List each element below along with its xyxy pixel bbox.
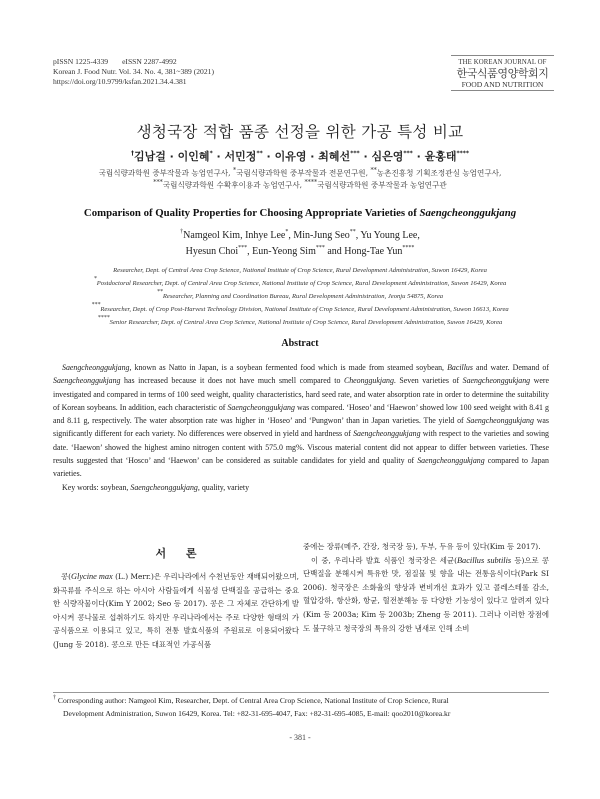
italic-term: Bacillus — [447, 363, 473, 372]
italic-term: Bacillus subtilis — [456, 555, 512, 565]
italic-term: Saengcheonggukjang — [462, 376, 531, 386]
affiliation-korean-line1 — [0, 167, 600, 179]
affiliation-english — [0, 266, 600, 274]
footnote-text: Corresponding author: Namgeol Kim, Researcher, Dept. of Central Area Crop Science, National Institute of Crop Science, Rural — [57, 696, 449, 705]
body-paragraph: 중에는 장류(메주, 간장, 청국장 등), 두부, 두유 등이 있다(Kim 등 2017). — [303, 542, 541, 551]
aff-text: Postdoctoral Researcher, Dept. of Central Area Crop Science, National Institute of Crop Science, Rural Development Administration, Suwon 16429, Korea — [96, 280, 507, 287]
abstract-text: and water. Demand of — [472, 363, 549, 372]
aff-ko-text: 국립식량과학원 중부작물과 전문연구원, — [236, 168, 371, 178]
aff-text: Researcher, Planning and Coordination Bureau, Rural Development Administration, Jeonju 54875, Korea — [162, 293, 444, 300]
author-name: Inhye Lee — [245, 230, 286, 241]
author-name: , Yu Young Lee, — [355, 230, 420, 241]
body-text: 이 중, 우리나라 발효 식품인 청국장은 세균( — [311, 555, 457, 565]
italic-term: Saengcheonggukjang — [130, 482, 198, 492]
author-korean — [371, 150, 412, 163]
author-name: 김남걸 — [133, 150, 166, 163]
authors-korean — [0, 148, 600, 164]
affiliation-korean-line2 — [0, 179, 600, 191]
affiliation-mark: *** — [238, 245, 248, 251]
aff-ko-sup: *** — [153, 179, 163, 186]
affiliation-mark: ** — [256, 150, 263, 157]
journal-name-korean: 한국식품영양학회지 — [456, 67, 549, 80]
affiliation-english — [0, 289, 600, 300]
keywords — [53, 481, 549, 494]
dagger-mark: † — [53, 695, 56, 701]
author-separator: · — [212, 150, 225, 163]
affiliation-mark: *** — [350, 150, 360, 157]
author-separator: · — [359, 150, 372, 163]
aff-sup: * — [93, 276, 97, 282]
aff-ko-text: 농촌진흥청 기획조정관실 농업연구사, — [376, 168, 502, 178]
author-english — [356, 230, 420, 241]
author-separator: · — [262, 150, 275, 163]
abstract-heading: Abstract — [281, 338, 319, 349]
affiliation-mark: *** — [315, 245, 325, 251]
aff-ko-sup: ** — [370, 167, 377, 174]
section-heading-introduction: 서 론 — [155, 547, 205, 560]
author-name: 윤홍태 — [424, 150, 457, 163]
abstract-text: was significantly different for each variety. No differences were observed in yield and hardness of — [53, 416, 549, 439]
keywords-text: Key words: soybean, — [62, 482, 131, 492]
author-english — [325, 246, 415, 257]
italic-term: Glycine max — [71, 572, 113, 581]
keywords-text: , quality, variety — [197, 482, 250, 492]
author-name: 이인혜 — [177, 150, 210, 163]
body-paragraph — [303, 554, 549, 636]
affiliation-english — [0, 276, 600, 287]
issn-line — [53, 57, 214, 67]
affiliation-mark: **** — [456, 150, 470, 157]
authors-english-line1 — [0, 230, 600, 241]
corresponding-author-footnote — [53, 695, 549, 721]
author-english — [247, 246, 325, 257]
author-name: Hyesun Choi — [185, 246, 239, 257]
author-name: 이유영 — [274, 150, 307, 163]
author-english — [245, 230, 288, 241]
author-name: 최혜선 — [318, 150, 351, 163]
aff-sup: ** — [156, 289, 163, 295]
footnote-text: Development Administration, Suwon 16429, Korea. Tel: +82-31-695-4047, Fax: +82-31-695-4085, E-mail: qoo2010@korea.kr — [63, 708, 451, 718]
author-korean — [225, 150, 263, 163]
author-name: 심은영 — [371, 150, 404, 163]
authors-english-line2 — [0, 246, 600, 257]
abstract-text: with respect to the varieties and sowing date. ‘Haewon’ showed the highest amino nitrogen content with 575.0 mg%. Viscous material content did not appear to differ between varieties. These results suggested that ‘Hosco’ and ‘Haewon’ can be considered as suitable candidates for yield and quality of — [53, 429, 549, 466]
italic-term: Saengcheonggukjang — [62, 363, 130, 372]
title-korean: 생청국장 적합 품종 선정을 위한 가공 특성 비교 — [136, 123, 464, 141]
abstract-text: . Seven varieties of — [393, 376, 463, 386]
italic-term: Cheonggukjang — [343, 376, 394, 386]
italic-term: Saengcheonggukjang — [353, 429, 421, 439]
page-number: - 381 - — [289, 733, 311, 742]
body-column-left — [53, 540, 299, 652]
abstract-text: , known as Natto in Japan, is a soybean fermented food which is made from steamed soybean, — [129, 363, 448, 372]
abstract-text: was compared. ‘Hoseo’ and ‘Haewon’ showed low 100 seed weight with 8.41 g and 8.11 g, respectively. The water absorption rate was higher in ‘Hoseo’ and ‘Pungwon’ than in Japan varieties. The yield of — [53, 402, 549, 426]
affiliation-english — [0, 302, 600, 313]
title-english — [0, 207, 600, 219]
affiliation-mark: * — [209, 150, 213, 157]
author-english — [288, 230, 355, 241]
aff-ko-text: 국립식량과학원 중부작물과 농업연구사, — [98, 168, 233, 178]
author-name: and Hong-Tae Yun — [324, 246, 403, 257]
italic-term: Saengcheonggukjang — [417, 456, 485, 466]
affiliation-english — [0, 315, 600, 326]
author-english — [180, 230, 245, 241]
abstract-body — [53, 361, 549, 494]
title-english-italic: Saengcheonggukjang — [419, 207, 517, 219]
abstract-paragraph — [53, 361, 549, 481]
body-column-right — [303, 540, 549, 635]
author-separator: · — [306, 150, 319, 163]
aff-sup: **** — [97, 315, 110, 321]
author-korean — [425, 150, 469, 163]
author-name: 서민정 — [224, 150, 257, 163]
journal-name-line2: FOOD AND NUTRITION — [461, 80, 544, 89]
body-text: (L.) Merr.)은 우리나라에서 수천년동안 재배되어왔으며, 화곡류를 주식으로 하는 아시아 사람들에게 식물성 단백질을 공급하는 중요한 식량작물이다(Kim Y 2002; Seo 등 2017). 콩은 그 자체로 간단하게 발아시켜 콩나물로 섭취하기도 하지만 우리나라에서는 주로 다양한 형태의 가공식품으로 이용되고 있고, 특히 전통 발효식품의 주원료로 이용되어왔다(Jung 등 2018). 콩으로 만든 대표적인 가공식품 — [53, 572, 299, 649]
aff-text: Researcher, Dept. of Central Area Crop Science, National Institute of Crop Science, Rural Development Administration, Suwon 16429, Korea — [113, 267, 487, 274]
pissn: pISSN 1225-4339 — [53, 57, 109, 66]
citation-block — [53, 57, 214, 88]
journal-logo — [451, 55, 554, 91]
author-english — [186, 246, 248, 257]
aff-sup: *** — [91, 302, 101, 308]
author-korean — [318, 150, 359, 163]
aff-ko-sup: * — [232, 167, 237, 174]
author-separator: · — [412, 150, 425, 163]
dagger-mark: † — [180, 229, 184, 235]
abstract-text: compared to Japan varieties. — [53, 456, 550, 479]
affiliation-mark: *** — [403, 150, 413, 157]
author-name: , Eun-Yeong Sim — [247, 246, 316, 257]
eissn: eISSN 2287-4992 — [122, 57, 177, 66]
affiliation-mark: ** — [349, 229, 356, 235]
journal-name-line1: THE KOREAN JOURNAL OF — [458, 59, 547, 66]
affiliation-mark: * — [285, 229, 289, 235]
body-paragraph — [53, 570, 299, 652]
author-korean — [275, 150, 307, 163]
author-name: Namgeol Kim, — [183, 230, 246, 241]
italic-term: Saengcheonggukjang — [227, 402, 295, 412]
author-korean — [131, 150, 166, 163]
footnote-divider — [53, 692, 549, 693]
italic-term: Saengcheonggukjang — [466, 416, 534, 426]
aff-ko-text: 국립식량과학원 중부작물과 농업연구관 — [317, 180, 447, 190]
affiliation-mark: **** — [402, 245, 415, 251]
aff-text: Senior Researcher, Dept. of Central Area Crop Science, National Institute of Crop Science, Rural Development Administration, Suwon 16429, Korea — [109, 319, 503, 326]
abstract-text: has increased because it does not have much smell compared to — [120, 376, 344, 386]
author-korean — [178, 150, 213, 163]
aff-ko-sup: **** — [304, 179, 318, 186]
aff-ko-text: 국립식량과학원 수확후이용과 농업연구사, — [162, 180, 305, 190]
dagger-mark: † — [130, 150, 134, 157]
author-name: , Min-Jung Seo — [288, 230, 350, 241]
italic-term: Saengcheonggukjang — [53, 376, 121, 386]
title-english-main: Comparison of Quality Properties for Choosing Appropriate Varieties of — [83, 207, 420, 219]
author-separator: · — [165, 150, 178, 163]
abstract-text: were investigated and compared in terms of 100 seed weight, quality characteristics, hard seed rate, and water absorption rate in order to determine the suitability of Korean soybeans. In addition, each characteristic of — [53, 376, 549, 412]
journal-citation: Korean J. Food Nutr. Vol. 34. No. 4, 381~389 (2021) — [53, 67, 214, 77]
body-text: 등)으로 콩 단백질을 분해시켜 특유한 맛, 점질물 및 향을 내는 전통음식이다(Park SI 2006). 청국장은 소화율의 향상과 변비개선 효과가 있고 콜레스테롤 감소, 혈압강하, 항산화, 항균, 혈전분해능 등 다양한 기능성이 있다고 알려져 있다(Kim 등 2003a; Kim 등 2003b; Zheng 등 2011). 그러나 이러한 장점에도 불구하고 청국장의 특유의 강한 냄새로 인해 소비 — [303, 555, 550, 633]
doi-link[interactable]: https://doi.org/10.9799/ksfan.2021.34.4.381 — [53, 77, 187, 87]
body-text: 콩( — [61, 572, 72, 581]
aff-text: Researcher, Dept. of Crop Post-Harvest Technology Division, National Institute of Crop Science, Rural Development Administration, Suwon 16613, Korea — [100, 306, 509, 313]
